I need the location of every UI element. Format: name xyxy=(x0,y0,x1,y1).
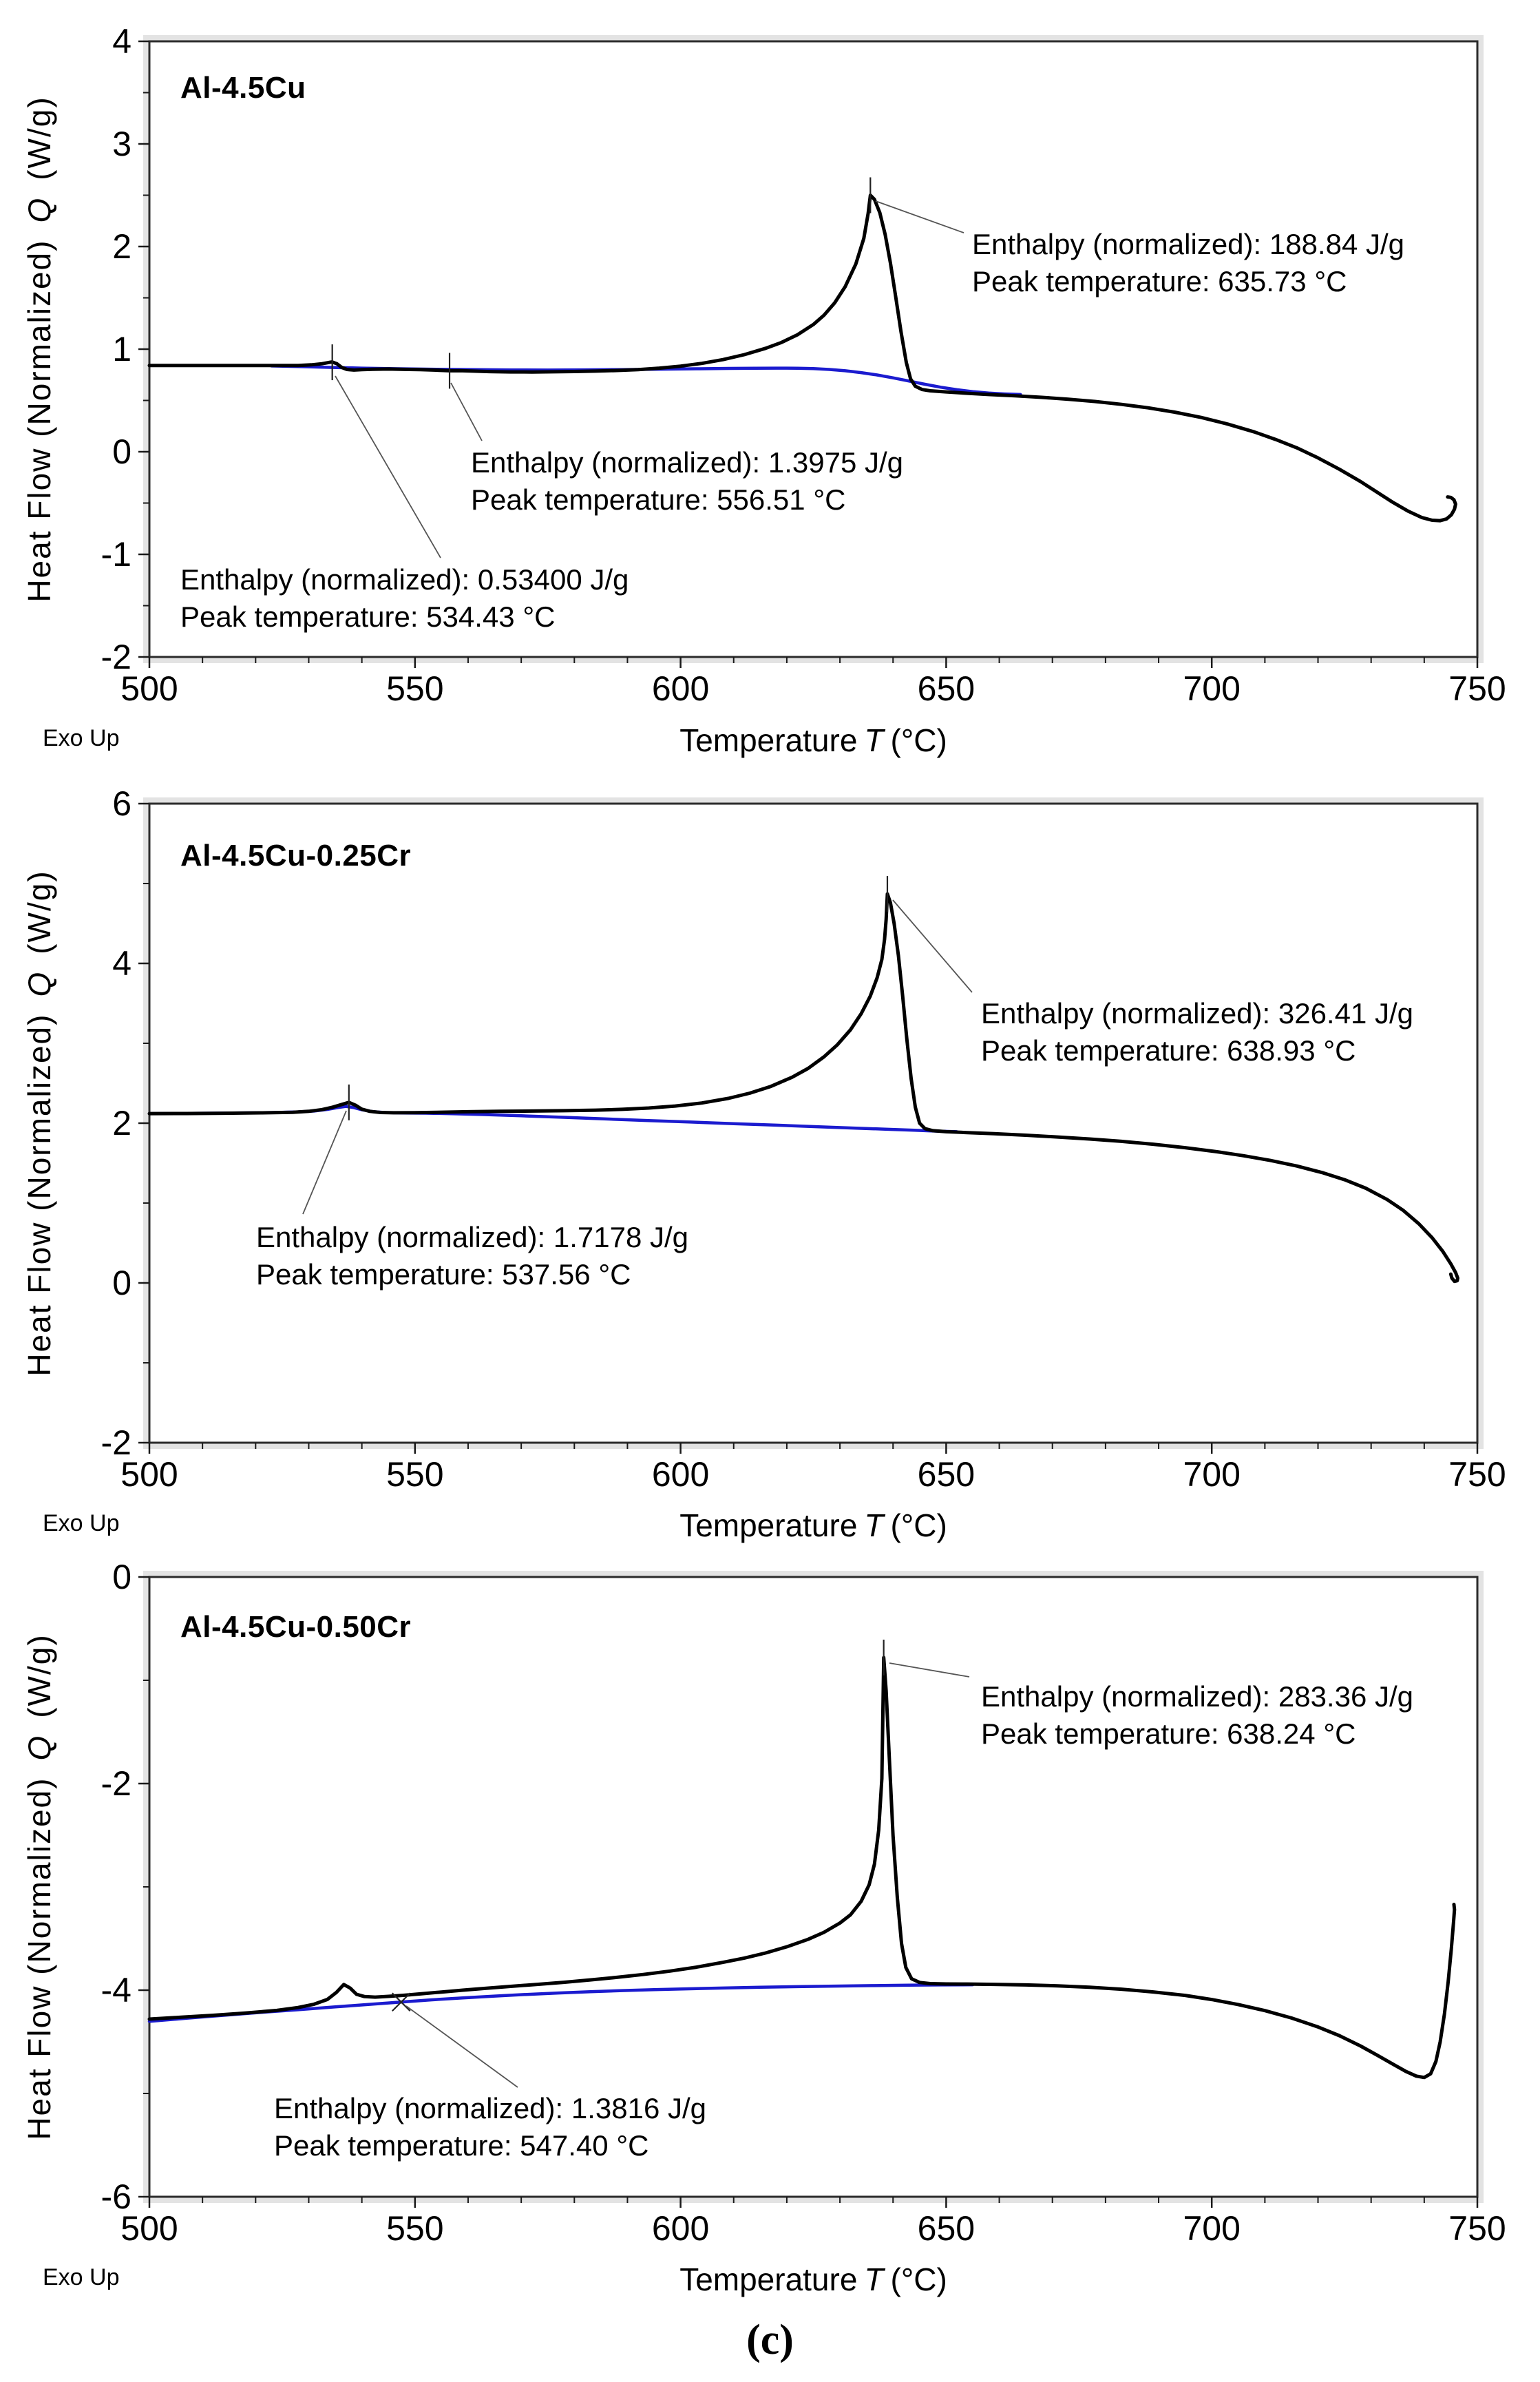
y-tick-label: -6 xyxy=(101,2177,131,2216)
y-axis-label-text: Heat Flow (Normalized) xyxy=(21,1013,57,1377)
y-axis-label xyxy=(21,779,62,1467)
y-tick-label: 6 xyxy=(112,784,131,823)
x-axis-symbol: T xyxy=(864,1507,884,1543)
y-tick-label: 1 xyxy=(112,330,131,368)
x-tick-label: 600 xyxy=(651,1455,710,1494)
x-axis-label-text: Temperature xyxy=(679,1507,858,1543)
y-tick-label: -4 xyxy=(101,1971,131,2009)
y-tick-label: -2 xyxy=(101,1423,131,1462)
annotation-secondary-peak xyxy=(274,2090,706,2164)
x-axis-label-text: Temperature xyxy=(679,2261,858,2297)
plot-al45cu xyxy=(0,0,1540,768)
x-tick-label: 650 xyxy=(917,1455,975,1494)
y-axis-label xyxy=(21,5,62,693)
y-tick-label: 4 xyxy=(112,944,131,983)
y-axis-units: (W/g) xyxy=(21,1633,57,1718)
x-tick-label: 550 xyxy=(386,669,444,708)
annotation-enthalpy: Enthalpy (normalized): 1.3816 J/g xyxy=(274,2092,707,2124)
x-axis-label-text: Temperature xyxy=(679,722,858,758)
annotation-enthalpy: Enthalpy (normalized): 0.53400 J/g xyxy=(180,563,629,596)
annotation-secondary-peak xyxy=(471,444,903,519)
y-tick-label: -2 xyxy=(101,1764,131,1803)
x-axis-label xyxy=(149,722,1477,759)
annotation-peak-temp: Peak temperature: 638.93 °C xyxy=(981,1034,1356,1067)
x-tick-label: 600 xyxy=(651,2209,710,2248)
annotation-peak-temp: Peak temperature: 537.56 °C xyxy=(256,1258,631,1291)
x-tick-label: 750 xyxy=(1448,1455,1506,1494)
y-axis-symbol: Q xyxy=(21,1734,57,1761)
x-axis-label xyxy=(149,2261,1477,2298)
x-axis-label xyxy=(149,1507,1477,1544)
annotation-enthalpy: Enthalpy (normalized): 326.41 J/g xyxy=(981,997,1414,1030)
y-axis-symbol: Q xyxy=(21,196,57,223)
y-tick-label: 4 xyxy=(112,22,131,61)
annotation-enthalpy: Enthalpy (normalized): 1.3975 J/g xyxy=(471,446,904,479)
chart-title: Al-4.5Cu xyxy=(180,71,306,105)
annotation-peak-temp: Peak temperature: 547.40 °C xyxy=(274,2129,649,2162)
y-axis-symbol: Q xyxy=(21,970,57,997)
chart-al45cu-050cr xyxy=(0,1539,1540,2297)
annotation-main-peak xyxy=(972,226,1404,300)
plot-al45cu-025cr xyxy=(0,768,1540,1539)
chart-al45cu xyxy=(0,0,1540,768)
x-axis-symbol: T xyxy=(864,722,884,758)
figure-caption-letter: (c) xyxy=(746,2317,794,2363)
plot-frame xyxy=(149,804,1477,1443)
y-tick-label: 0 xyxy=(112,1264,131,1302)
exo-up-label: Exo Up xyxy=(43,1510,120,1536)
annotation-enthalpy: Enthalpy (normalized): 1.7178 J/g xyxy=(256,1221,689,1253)
y-tick-label: -2 xyxy=(101,638,131,676)
figure-caption xyxy=(0,2297,1540,2382)
x-tick-label: 750 xyxy=(1448,2209,1506,2248)
y-axis-label-text: Heat Flow (Normalized) xyxy=(21,1777,57,2140)
annotation-minor-peak xyxy=(180,561,629,636)
x-tick-label: 550 xyxy=(386,2209,444,2248)
y-tick-label: 2 xyxy=(112,227,131,266)
annotation-secondary-peak xyxy=(256,1219,688,1293)
y-tick-label: 3 xyxy=(112,125,131,163)
x-tick-label: 750 xyxy=(1448,669,1506,708)
y-axis-label xyxy=(21,1543,62,2231)
x-axis-units: (°C) xyxy=(890,1507,947,1543)
y-axis-units: (W/g) xyxy=(21,870,57,954)
annotation-main-peak xyxy=(981,995,1413,1069)
y-axis-units: (W/g) xyxy=(21,96,57,180)
y-tick-label: -1 xyxy=(101,535,131,574)
chart-title: Al-4.5Cu-0.25Cr xyxy=(180,839,412,873)
x-tick-label: 650 xyxy=(917,669,975,708)
plot-al45cu-050cr xyxy=(0,1539,1540,2297)
exo-up-label: Exo Up xyxy=(43,725,120,751)
x-tick-label: 500 xyxy=(120,669,178,708)
y-tick-label: 2 xyxy=(112,1104,131,1142)
x-axis-units: (°C) xyxy=(890,722,947,758)
x-tick-label: 700 xyxy=(1183,2209,1241,2248)
annotation-enthalpy: Enthalpy (normalized): 188.84 J/g xyxy=(972,228,1405,260)
annotation-peak-temp: Peak temperature: 638.24 °C xyxy=(981,1717,1356,1750)
y-tick-label: 0 xyxy=(112,432,131,471)
y-axis-label-text: Heat Flow (Normalized) xyxy=(21,239,57,603)
x-tick-label: 500 xyxy=(120,2209,178,2248)
annotation-peak-temp: Peak temperature: 556.51 °C xyxy=(471,483,846,516)
annotation-enthalpy: Enthalpy (normalized): 283.36 J/g xyxy=(981,1680,1414,1713)
x-tick-label: 500 xyxy=(120,1455,178,1494)
annotation-peak-temp: Peak temperature: 534.43 °C xyxy=(180,600,556,633)
x-tick-label: 600 xyxy=(651,669,710,708)
x-tick-label: 550 xyxy=(386,1455,444,1494)
annotation-main-peak xyxy=(981,1678,1413,1753)
x-tick-label: 700 xyxy=(1183,1455,1241,1494)
x-axis-symbol: T xyxy=(864,2261,884,2297)
chart-title: Al-4.5Cu-0.50Cr xyxy=(180,1610,412,1644)
x-axis-units: (°C) xyxy=(890,2261,947,2297)
x-tick-label: 700 xyxy=(1183,669,1241,708)
annotation-peak-temp: Peak temperature: 635.73 °C xyxy=(972,265,1347,297)
exo-up-label: Exo Up xyxy=(43,2264,120,2290)
x-tick-label: 650 xyxy=(917,2209,975,2248)
chart-al45cu-025cr xyxy=(0,768,1540,1543)
y-tick-label: 0 xyxy=(112,1558,131,1596)
